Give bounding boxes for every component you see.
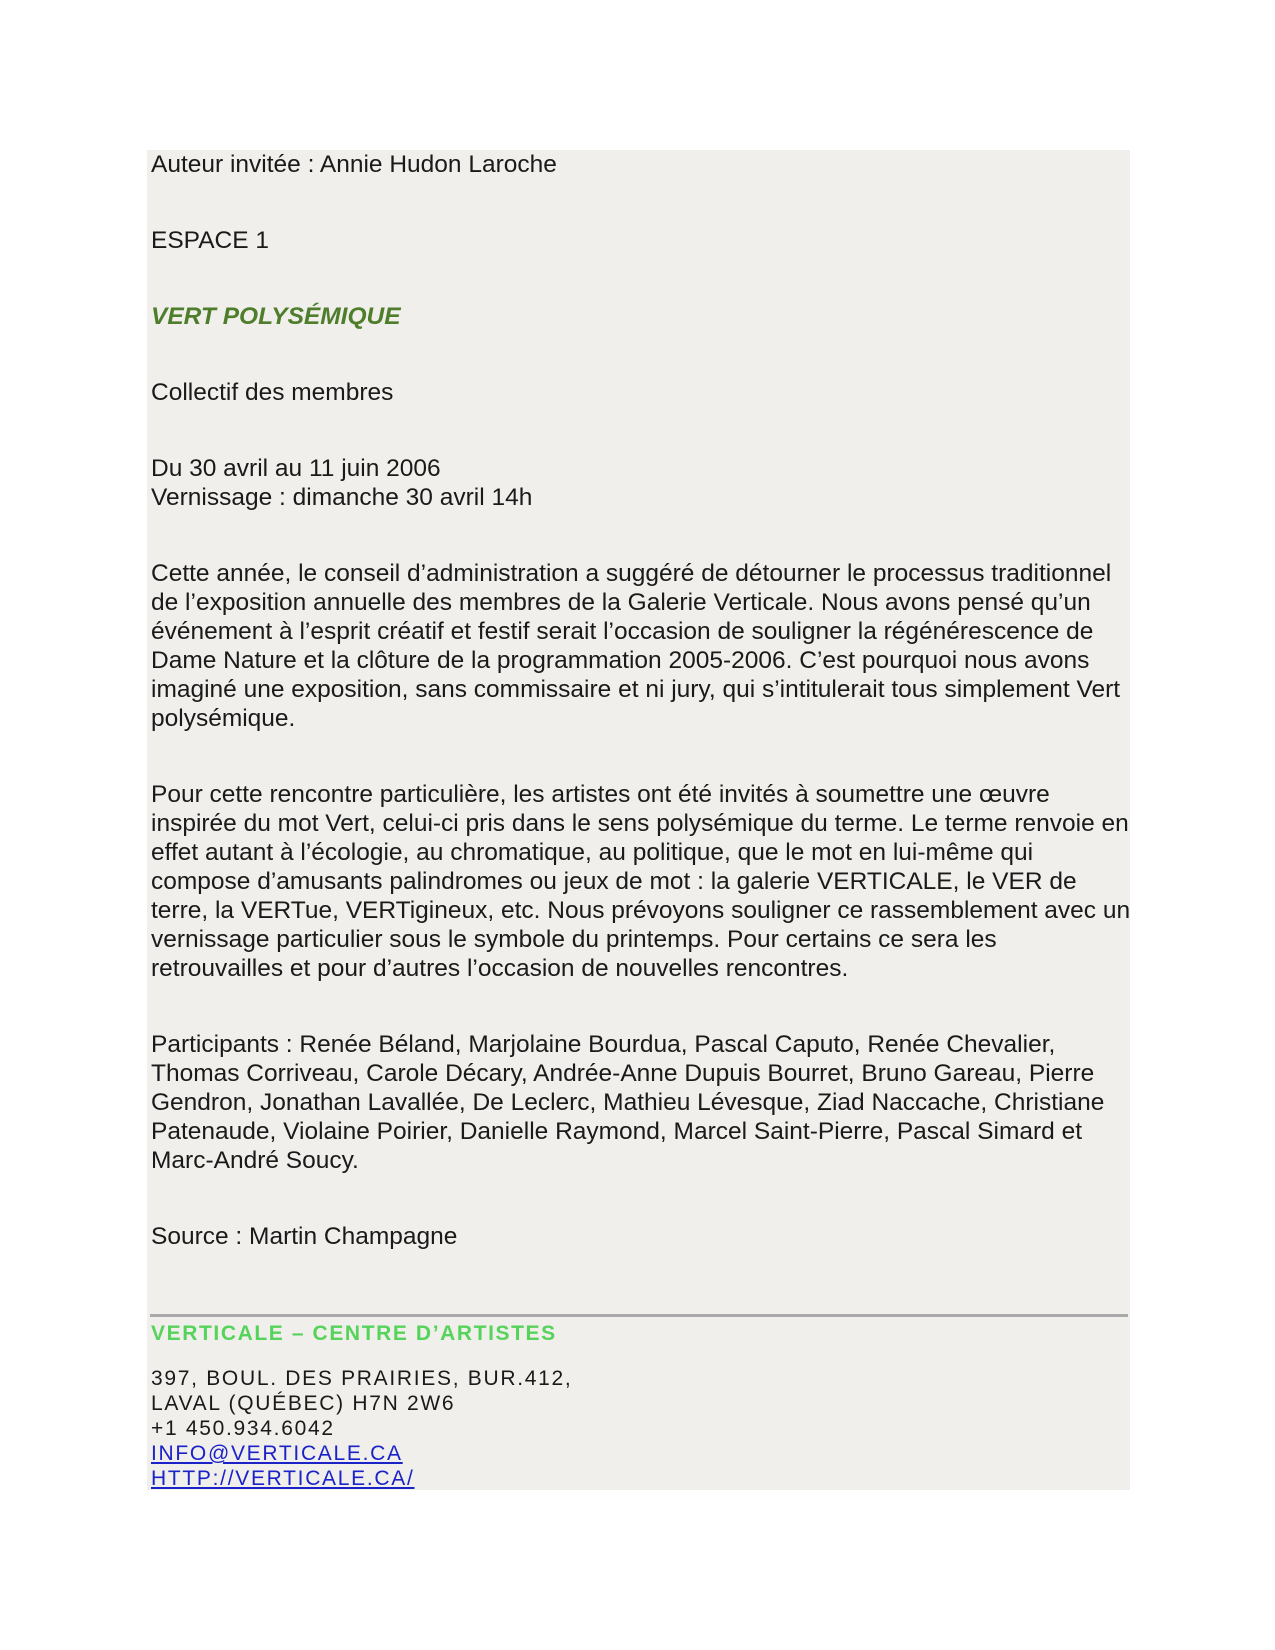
source-line: Source : Martin Champagne (151, 1223, 458, 1250)
document-body (151, 150, 1131, 1298)
vernissage-line: Vernissage : dimanche 30 avril 14h (151, 484, 533, 511)
exhibition-title: VERT POLYSÉMIQUE (151, 303, 401, 330)
participants-list: Participants : Renée Béland, Marjolaine Bourdua, Pascal Caputo, Renée Chevalier, Thomas Corriveau, Carole Décary, Andrée-Anne Dupuis Bourret, Bruno Gareau, Pierre Gendron, Jonathan Lavallée, De Leclerc, Mathieu Lévesque, Ziad Naccache, Christiane Patenaude, Violaine Poirier, Danielle Raymond, Marcel Saint-Pierre, Pascal Simard et Marc-André Soucy. (151, 1031, 1105, 1174)
phone-number: +1 450.934.6042 (151, 1417, 335, 1440)
address-line-1: 397, BOUL. DES PRAIRIES, BUR.412, (151, 1367, 573, 1390)
author-line: Auteur invitée : Annie Hudon Laroche (151, 151, 557, 178)
email-link[interactable]: INFO@VERTICALE.CA (151, 1442, 403, 1465)
exhibition-dates: Du 30 avril au 11 juin 2006 (151, 455, 441, 482)
footer-divider (150, 1314, 1128, 1317)
footer-organization: VERTICALE – CENTRE D’ARTISTES (151, 1322, 557, 1345)
paragraph-theme: Pour cette rencontre particulière, les artistes ont été invités à soumettre une œuvre inspirée du mot Vert, celui-ci pris dans le sens polysémique du terme. Le terme renvoie en effet autant à l’écologie, au chromatique, au politique, que le mot en lui-même qui compose d’amusants palindromes ou jeux de mot : la galerie VERTICALE, le VER de terre, la VERTue, VERTigineux, etc. Nous prévoyons souligner ce rassemblement avec un vernissage particulier sous le symbole du printemps. Pour certains ce sera les retrouvailles et pour d’autres l’occasion de nouvelles rencontres. (151, 781, 1131, 982)
date-block (151, 454, 1131, 512)
space-label: ESPACE 1 (151, 227, 270, 254)
website-link[interactable]: HTTP://VERTICALE.CA/ (151, 1467, 415, 1490)
collective-line: Collectif des membres (151, 379, 394, 406)
footer-contact (151, 1366, 572, 1491)
paragraph-intro: Cette année, le conseil d’administration a suggéré de détourner le processus traditionnel de l’exposition annuelle des membres de la Galerie Verticale. Nous avons pensé qu’un événement à l’esprit créatif et festif serait l’occasion de souligner la régénérescence de Dame Nature et la clôture de la programmation 2005-2006. C’est pourquoi nous avons imaginé une exposition, sans commissaire et ni jury, qui s’intitulerait tous simplement Vert polysémique. (151, 560, 1121, 732)
address-line-2: LAVAL (QUÉBEC) H7N 2W6 (151, 1392, 456, 1415)
